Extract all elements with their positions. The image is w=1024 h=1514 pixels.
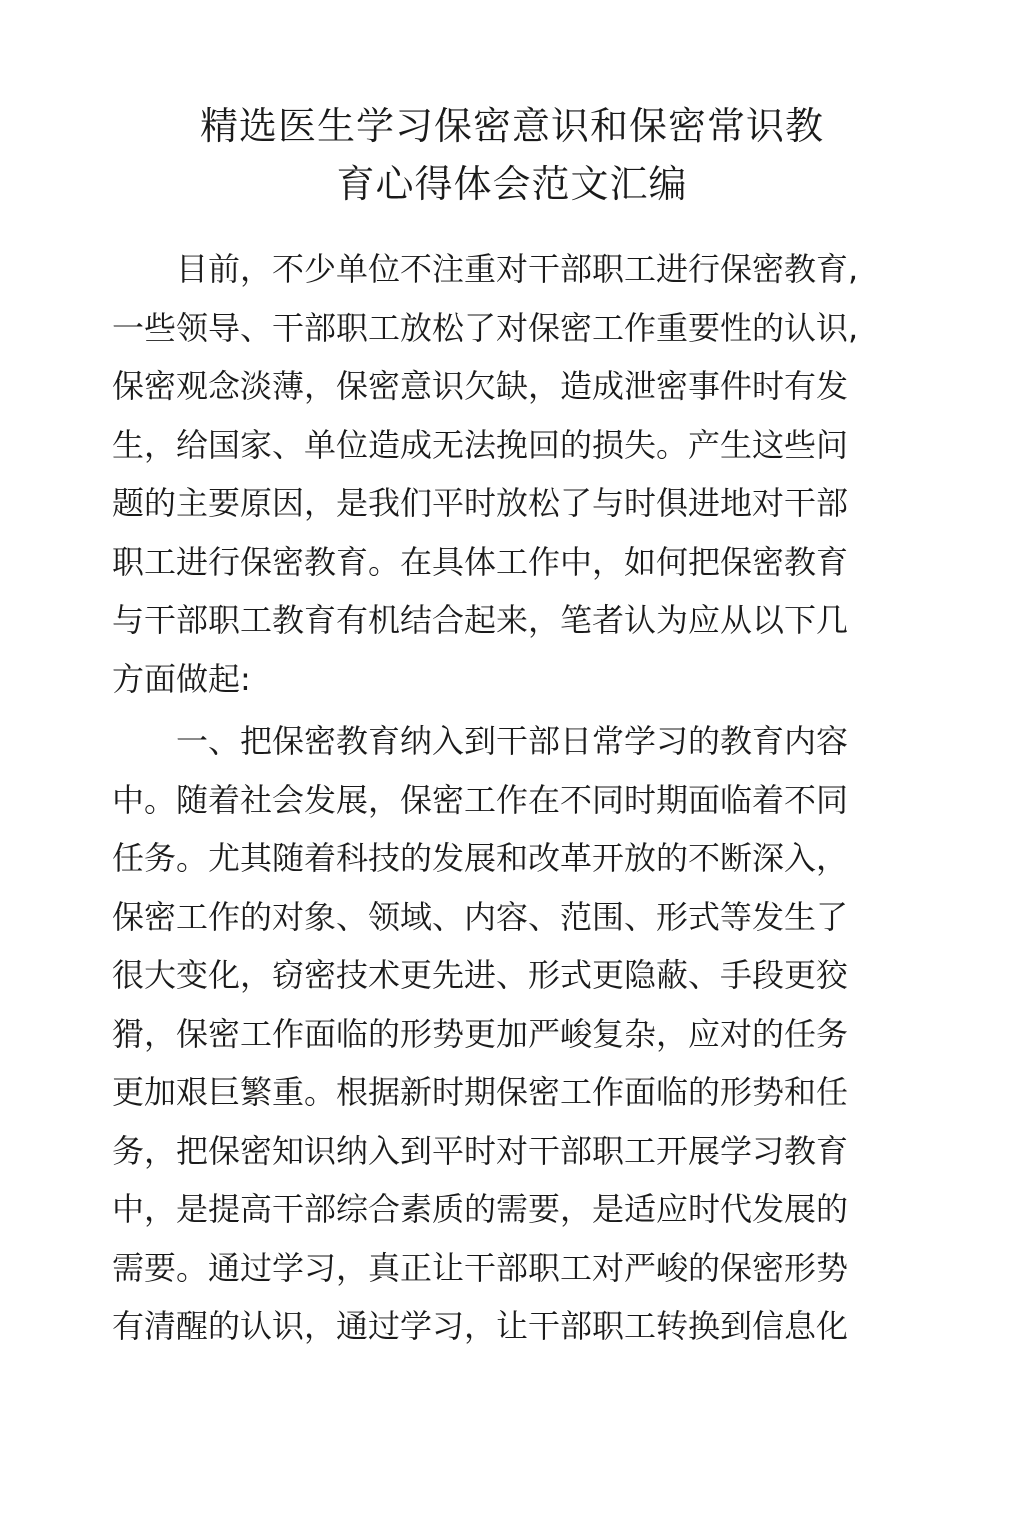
paragraph-line: 一些领导、干部职工放松了对保密工作重要性的认识,	[112, 308, 859, 347]
paragraph-line: 一、把保密教育纳入到干部日常学习的教育内容	[112, 722, 849, 760]
paragraph-line: 中，是提高干部综合素质的需要，是适应时代发展的	[112, 1190, 849, 1228]
paragraph-line: 生，给国家、单位造成无法挽回的损失。产生这些问	[112, 425, 849, 464]
paragraph-line: 猾，保密工作面临的形势更加严峻复杂，应对的任务	[112, 1014, 849, 1053]
body-paragraph-2	[112, 712, 892, 1356]
paragraph-line: 更加艰巨繁重。根据新时期保密工作面临的形势和任	[112, 1073, 849, 1111]
paragraph-line: 目前，不少单位不注重对干部职工进行保密教育,	[112, 250, 859, 288]
paragraph-line: 中。随着社会发展，保密工作在不同时期面临着不同	[112, 780, 849, 819]
paragraph-line: 务，把保密知识纳入到平时对干部职工开展学习教育	[112, 1131, 849, 1170]
document-title-line-2: 育心得体会范文汇编	[336, 162, 688, 206]
paragraph-line: 职工进行保密教育。在具体工作中，如何把保密教育	[112, 542, 849, 581]
paragraph-line: 任务。尤其随着科技的发展和改革开放的不断深入，	[112, 839, 849, 877]
paragraph-line: 与干部职工教育有机结合起来，笔者认为应从以下几	[112, 601, 849, 639]
paragraph-line: 需要。通过学习，真正让干部职工对严峻的保密形势	[112, 1248, 849, 1287]
paragraph-line: 保密观念淡薄，保密意识欠缺，造成泄密事件时有发	[112, 367, 849, 405]
paragraph-line: 保密工作的对象、领域、内容、范围、形式等发生了	[112, 897, 849, 936]
paragraph-line: 有清醒的认识，通过学习，让干部职工转换到信息化	[112, 1307, 849, 1345]
document-title-line-1: 精选医生学习保密意识和保密常识教	[199, 104, 824, 148]
paragraph-line: 方面做起:	[112, 659, 251, 698]
paragraph-line: 很大变化，窃密技术更先进、形式更隐蔽、手段更狡	[112, 956, 849, 994]
paragraph-line: 题的主要原因，是我们平时放松了与时俱进地对干部	[112, 484, 849, 522]
body-paragraph-1	[112, 240, 892, 708]
